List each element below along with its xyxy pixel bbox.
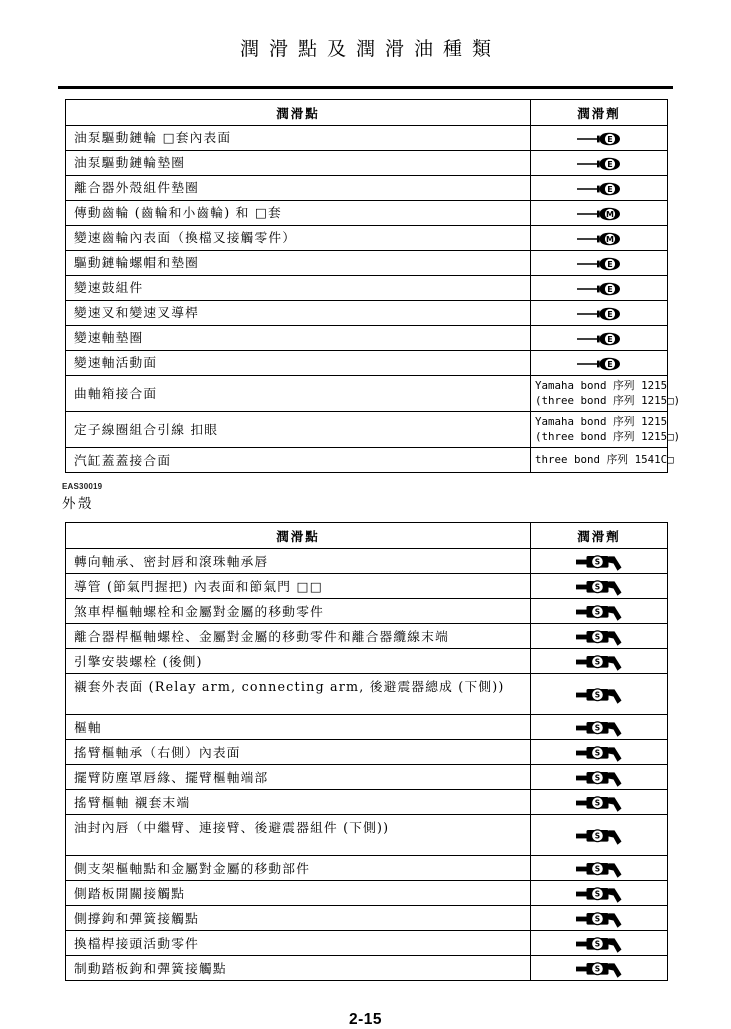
lubricant-letter: S <box>594 748 601 757</box>
table-row <box>66 856 668 881</box>
lubrication-point-label: 變速軸活動面 <box>74 355 158 371</box>
lubrication-point-label: 轉向軸承、密封唇和滾珠軸承唇 <box>74 553 269 569</box>
table-row <box>66 151 668 176</box>
lithium-soap-grease-icon <box>576 793 622 813</box>
column-header-lubrication-point: 潤滑點 <box>66 100 531 126</box>
lubricant-letter: M <box>606 209 614 219</box>
lubricant-cell <box>531 176 668 201</box>
lubrication-point-label: 擺臂防塵罩唇緣、擺臂樞軸端部 <box>74 769 269 785</box>
table-row <box>66 351 668 376</box>
table-row <box>66 251 668 276</box>
lubrication-point-label: 引擎安裝螺栓 (後側) <box>74 653 203 669</box>
engine-oil-icon <box>577 181 621 197</box>
column-header-lubricant: 潤滑劑 <box>531 523 668 549</box>
lubrication-point-label: 煞車桿樞軸螺栓和金屬對金屬的移動零件 <box>74 603 324 619</box>
lubricant-cell <box>531 931 668 956</box>
molybdenum-disulfide-oil-icon <box>577 206 621 222</box>
lubrication-point-cell <box>66 201 531 226</box>
lithium-soap-grease-icon <box>576 577 622 597</box>
lithium-soap-grease-icon <box>576 884 622 904</box>
lubrication-point-label: 襯套外表面 (Relay arm, connecting arm, 後避震器總成 (下側)) <box>74 679 505 695</box>
lubricant-text-line: Yamaha bond 序列 1215 <box>535 415 668 429</box>
lubrication-point-label: 搖臂樞軸承（右側）內表面 <box>74 744 241 760</box>
table-row <box>66 376 668 412</box>
lubricant-letter: S <box>594 831 601 840</box>
lubrication-point-label: 曲軸箱接合面 <box>74 385 158 401</box>
lubrication-point-label: 側撐鉤和彈簧接觸點 <box>74 910 199 926</box>
section-title: 外殼 <box>62 496 94 513</box>
lubrication-point-label: 搖臂樞軸 襯套末端 <box>74 794 191 810</box>
lubrication-point-cell <box>66 956 531 981</box>
lubricant-cell <box>531 574 668 599</box>
lithium-soap-grease-icon <box>576 959 622 979</box>
lubrication-point-cell <box>66 151 531 176</box>
lubricant-letter: S <box>594 723 601 732</box>
page-number: 2-15 <box>348 1011 383 1029</box>
table-row <box>66 956 668 981</box>
table-row <box>66 412 668 448</box>
table-row <box>66 176 668 201</box>
table-header-row <box>66 523 668 549</box>
table-row <box>66 126 668 151</box>
lubrication-point-label: 制動踏板鉤和彈簧接觸點 <box>74 960 227 976</box>
lubrication-point-label: 離合器外殼組件墊圈 <box>74 180 199 196</box>
lubricant-cell <box>531 448 674 473</box>
lubricant-letter: S <box>594 690 601 699</box>
table-row <box>66 715 668 740</box>
column-header-lubricant: 潤滑劑 <box>531 100 668 126</box>
lithium-soap-grease-icon <box>576 934 622 954</box>
lubricant-letter: S <box>594 773 601 782</box>
lubrication-point-cell <box>66 815 531 856</box>
lubrication-point-cell <box>66 301 531 326</box>
lubrication-point-label: 樞軸 <box>74 719 102 735</box>
lubrication-point-label: 定子線圈組合引線 扣眼 <box>74 422 219 438</box>
lubricant-cell <box>531 276 668 301</box>
table-row <box>66 765 668 790</box>
lubrication-point-cell <box>66 624 531 649</box>
engine-oil-icon <box>577 281 621 297</box>
lithium-soap-grease-icon <box>576 718 622 738</box>
lubricant-letter: E <box>607 284 613 294</box>
lubrication-point-label: 變速叉和變速叉導桿 <box>74 305 199 321</box>
lubricant-cell <box>531 881 668 906</box>
lubricant-cell <box>531 649 668 674</box>
lubricant-letter: S <box>594 864 601 873</box>
table-row <box>66 881 668 906</box>
lubricant-cell <box>531 251 668 276</box>
lubricant-text <box>532 451 674 470</box>
engine-oil-icon <box>577 306 621 322</box>
lubrication-point-cell <box>66 326 531 351</box>
lubricant-cell <box>531 815 668 856</box>
lubricant-letter: E <box>607 134 613 144</box>
lubrication-table-chassis <box>65 522 668 981</box>
lubrication-point-label: 驅動鏈輪螺帽和墊圈 <box>74 255 199 271</box>
lubrication-point-label: 油泵驅動鏈輪墊圈 <box>74 155 186 171</box>
lubricant-letter: E <box>607 259 613 269</box>
column-header-lubrication-point: 潤滑點 <box>66 523 531 549</box>
lithium-soap-grease-icon <box>576 743 622 763</box>
lithium-soap-grease-icon <box>576 909 622 929</box>
table-row <box>66 624 668 649</box>
page-title: 潤滑點及潤滑油種類 <box>239 38 501 60</box>
lubrication-point-cell <box>66 376 531 412</box>
table-row <box>66 448 668 473</box>
lubrication-point-cell <box>66 176 531 201</box>
lubricant-letter: S <box>594 657 601 666</box>
table-row <box>66 931 668 956</box>
engine-oil-icon <box>577 256 621 272</box>
lubrication-point-label: 變速鼓組件 <box>74 280 144 296</box>
lubrication-point-cell <box>66 881 531 906</box>
lubrication-point-label: 變速軸墊圈 <box>74 330 144 346</box>
lubrication-point-label: 導管 (節氣門握把) 內表面和節氣門 □□ <box>74 578 323 594</box>
lubrication-point-cell <box>66 251 531 276</box>
table-header-row <box>66 100 668 126</box>
lubricant-cell <box>531 376 681 412</box>
lubrication-point-label: 油泵驅動鏈輪 □套內表面 <box>74 130 232 146</box>
title-divider <box>58 86 673 89</box>
lubrication-point-cell <box>66 740 531 765</box>
lubricant-cell <box>531 412 681 448</box>
engine-oil-icon <box>577 156 621 172</box>
lubrication-point-cell <box>66 856 531 881</box>
lubricant-letter: S <box>594 582 601 591</box>
lubricant-letter: S <box>594 798 601 807</box>
lithium-soap-grease-icon <box>576 652 622 672</box>
section-block <box>62 482 731 512</box>
lubrication-point-cell <box>66 412 531 448</box>
lubricant-cell <box>531 151 668 176</box>
lubricant-letter: S <box>594 889 601 898</box>
engine-table-body <box>66 126 681 473</box>
chassis-table-body <box>66 549 668 981</box>
lubrication-point-cell <box>66 351 531 376</box>
lubrication-point-label: 汽缸蓋蓋接合面 <box>74 452 172 468</box>
engine-oil-icon <box>577 331 621 347</box>
lithium-soap-grease-icon <box>576 552 622 572</box>
lubricant-letter: E <box>607 359 613 369</box>
lubrication-point-cell <box>66 674 531 715</box>
table-row <box>66 574 668 599</box>
lubricant-text-line: (three bond 序列 1215□) <box>535 393 681 407</box>
lubrication-point-label: 傳動齒輪 (齒輪和小齒輪) 和 □套 <box>74 205 282 221</box>
table-row <box>66 276 668 301</box>
lubricant-cell <box>531 790 668 815</box>
lubricant-letter: E <box>607 334 613 344</box>
lubricant-letter: S <box>594 607 601 616</box>
table-row <box>66 649 668 674</box>
table-row <box>66 906 668 931</box>
table-row <box>66 201 668 226</box>
lubrication-point-label: 換檔桿接頭活動零件 <box>74 935 199 951</box>
engine-oil-icon <box>577 356 621 372</box>
lubrication-point-cell <box>66 574 531 599</box>
lubrication-point-label: 側支架樞軸點和金屬對金屬的移動部件 <box>74 860 311 876</box>
lubrication-point-cell <box>66 226 531 251</box>
lithium-soap-grease-icon <box>576 602 622 622</box>
table-row <box>66 740 668 765</box>
lubrication-point-cell <box>66 765 531 790</box>
lubrication-point-cell <box>66 649 531 674</box>
lubrication-point-cell <box>66 906 531 931</box>
table-row <box>66 599 668 624</box>
lubricant-letter: S <box>594 964 601 973</box>
lubrication-point-label: 側踏板開關接觸點 <box>74 885 186 901</box>
lubricant-cell <box>531 765 668 790</box>
lubricant-cell <box>531 740 668 765</box>
lubricant-letter: S <box>594 914 601 923</box>
lubricant-cell <box>531 956 668 981</box>
lubricant-cell <box>531 856 668 881</box>
lubricant-letter: E <box>607 159 613 169</box>
table-row <box>66 790 668 815</box>
section-code: EAS30019 <box>62 482 103 492</box>
lubricant-cell <box>531 624 668 649</box>
lubricant-cell <box>531 715 668 740</box>
lubricant-letter: S <box>594 939 601 948</box>
lubricant-letter: E <box>607 309 613 319</box>
lithium-soap-grease-icon <box>576 685 622 705</box>
table-row <box>66 815 668 856</box>
table-row <box>66 326 668 351</box>
table-row <box>66 226 668 251</box>
lubrication-point-label: 變速齒輪內表面（換檔叉接觸零件） <box>74 230 297 246</box>
lubricant-cell <box>531 301 668 326</box>
lubricant-text-line: Yamaha bond 序列 1215 <box>535 379 668 392</box>
table-row <box>66 549 668 574</box>
molybdenum-disulfide-oil-icon <box>577 231 621 247</box>
lubricant-cell <box>531 226 668 251</box>
lubricant-letter: S <box>594 632 601 641</box>
lubricant-text <box>532 413 681 446</box>
lubrication-point-cell <box>66 931 531 956</box>
lubricant-cell <box>531 674 668 715</box>
lubrication-point-cell <box>66 549 531 574</box>
engine-oil-icon <box>577 131 621 147</box>
lubricant-text-line: (three bond 序列 1215□) <box>535 429 681 443</box>
lubrication-point-label: 油封內唇（中繼臂、連接臂、後避震器組件 (下側)) <box>74 820 390 836</box>
lubricant-text <box>532 377 681 410</box>
table-row <box>66 674 668 715</box>
lubricant-letter: M <box>606 234 614 244</box>
lubricant-cell <box>531 201 668 226</box>
lubrication-table-engine <box>65 99 681 473</box>
lubricant-text-line: three bond 序列 1541C□ <box>535 452 674 466</box>
lubrication-point-cell <box>66 715 531 740</box>
table-row <box>66 301 668 326</box>
lubricant-cell <box>531 906 668 931</box>
lithium-soap-grease-icon <box>576 859 622 879</box>
lubricant-cell <box>531 599 668 624</box>
lubrication-point-label: 離合器桿樞軸螺栓、金屬對金屬的移動零件和離合器纜線末端 <box>74 628 449 644</box>
lubrication-point-cell <box>66 790 531 815</box>
lubricant-cell <box>531 126 668 151</box>
lubrication-point-cell <box>66 599 531 624</box>
lubricant-cell <box>531 351 668 376</box>
lubricant-cell <box>531 549 668 574</box>
lubrication-point-cell <box>66 126 531 151</box>
lubrication-point-cell <box>66 448 531 473</box>
lubricant-cell <box>531 326 668 351</box>
lithium-soap-grease-icon <box>576 627 622 647</box>
lubricant-letter: S <box>594 557 601 566</box>
lithium-soap-grease-icon <box>576 826 622 846</box>
lubrication-point-cell <box>66 276 531 301</box>
lubricant-letter: E <box>607 184 613 194</box>
lithium-soap-grease-icon <box>576 768 622 788</box>
